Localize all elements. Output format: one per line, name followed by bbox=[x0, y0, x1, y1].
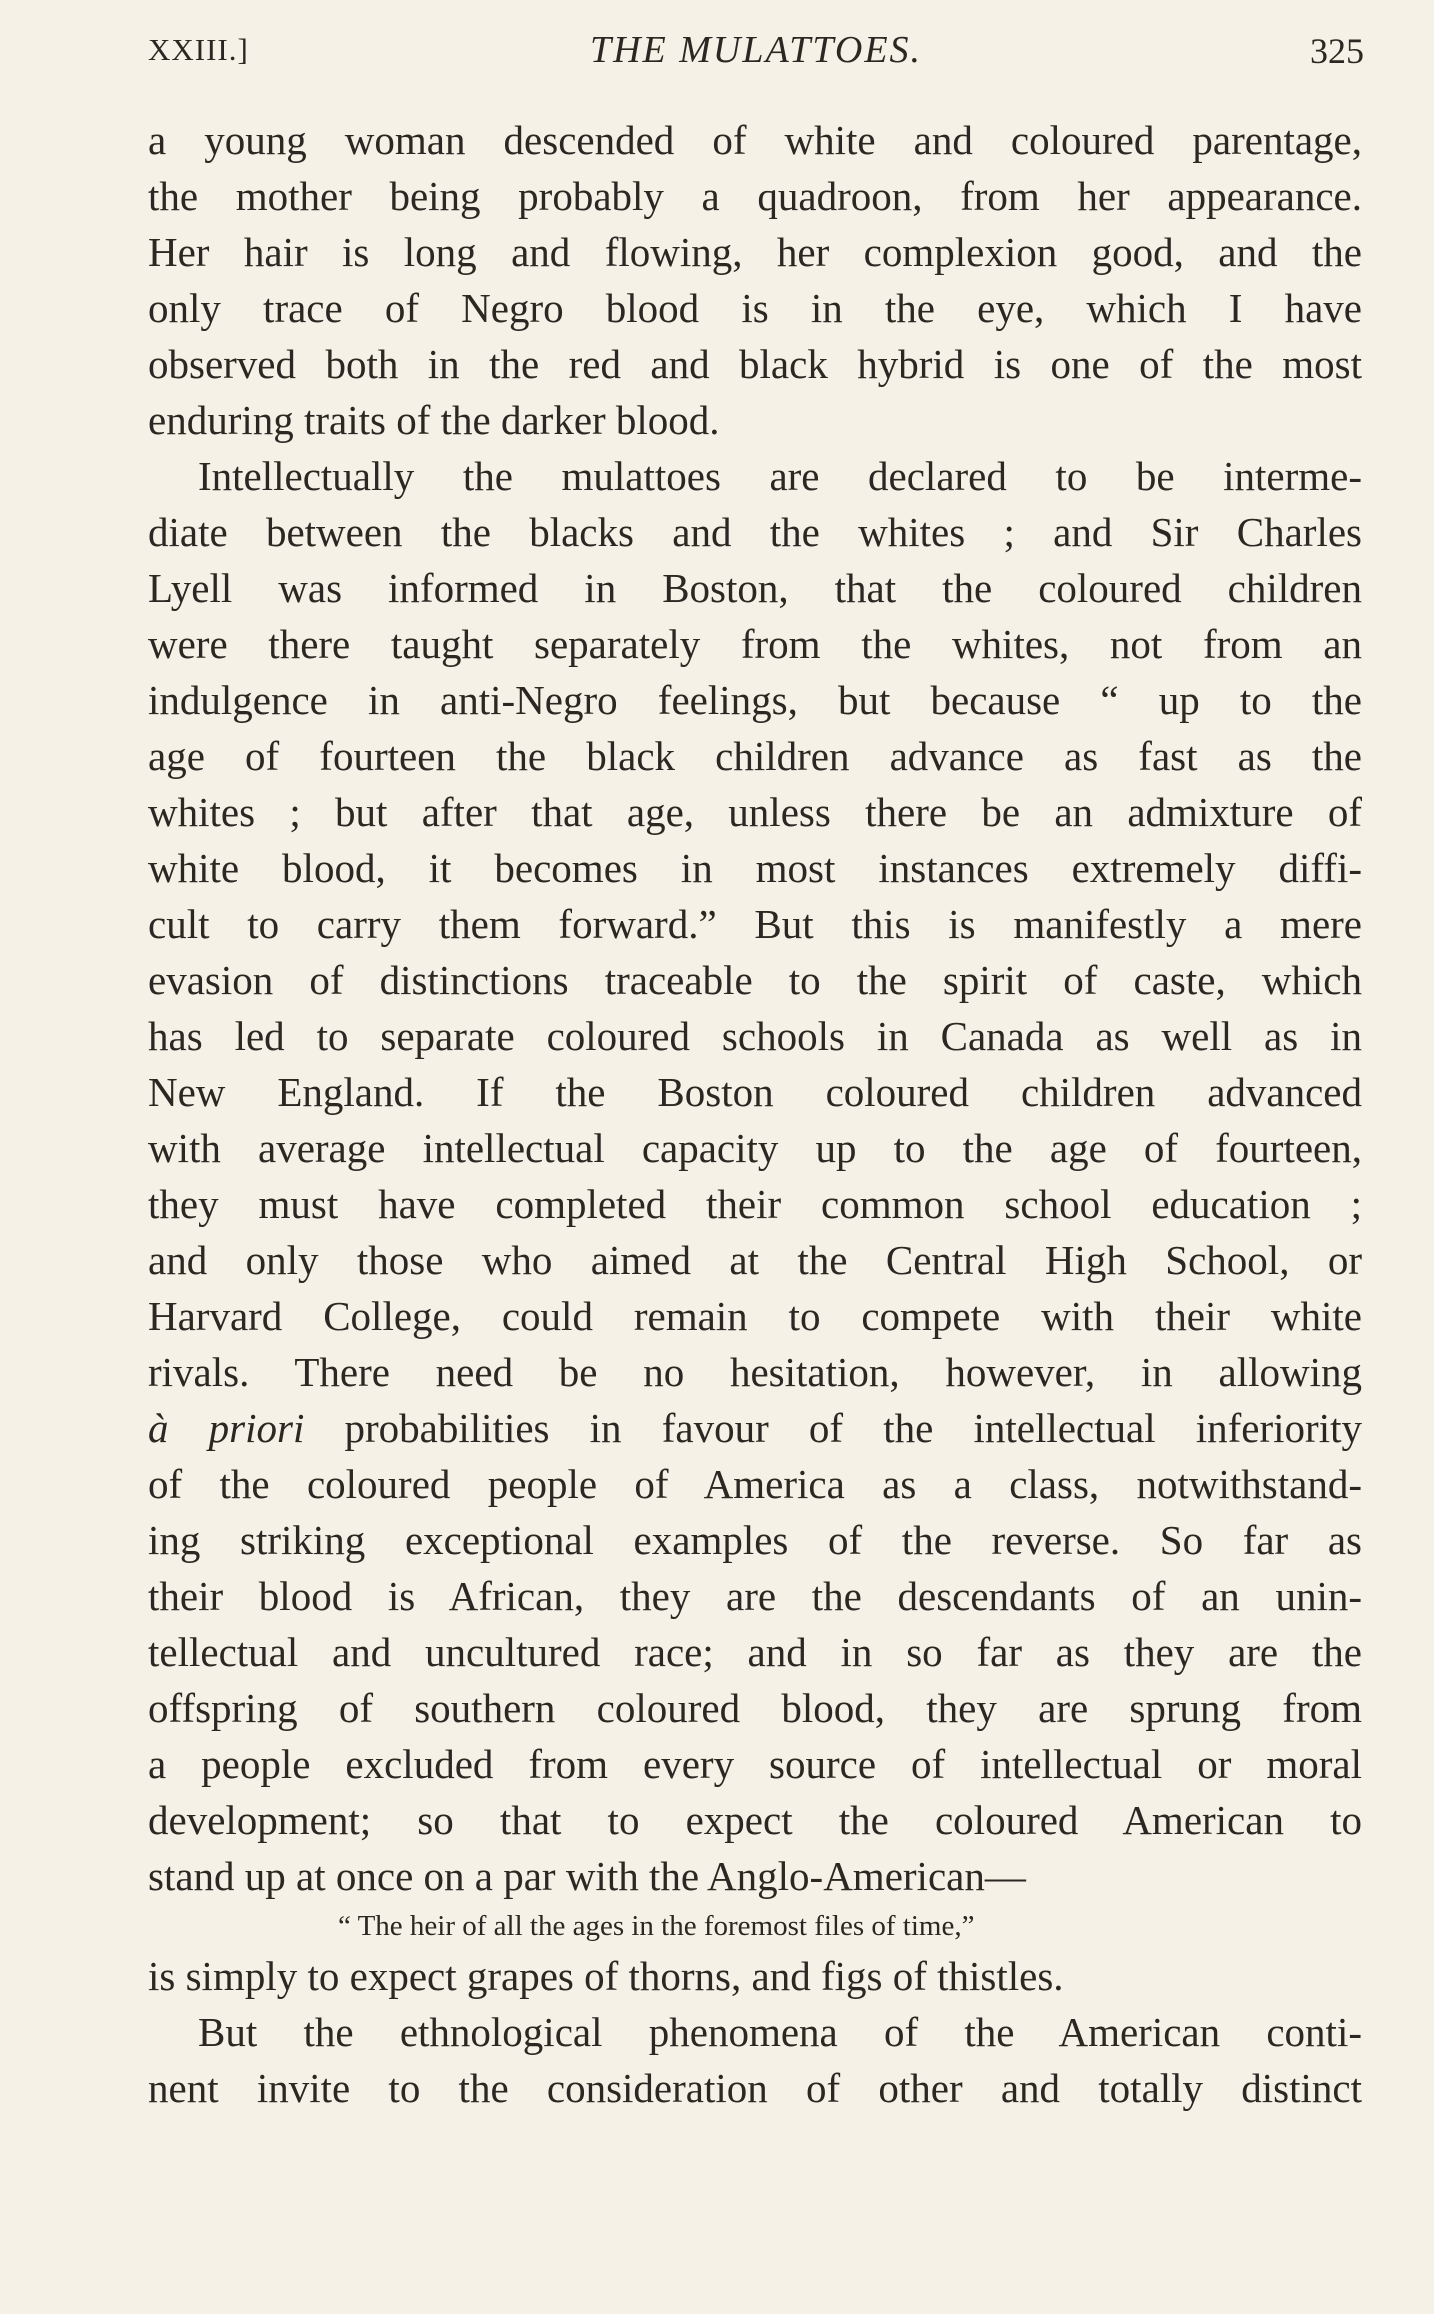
text-line: whites ; but after that age, unless there be an admixture of bbox=[148, 789, 1362, 835]
paragraph-start-line: Intellectually the mulattoes are declared to be interme- bbox=[198, 453, 1362, 499]
text-line: a people excluded from every source of intellectual or moral bbox=[148, 1741, 1362, 1787]
text-line-rest: probabilities in favour of the intellectual inferiority bbox=[344, 1405, 1362, 1451]
text-line: and only those who aimed at the Central High School, or bbox=[148, 1237, 1362, 1283]
running-title: THE MULATTOES. bbox=[589, 29, 923, 71]
text-line: observed both in the red and black hybrid is one of the most bbox=[148, 341, 1362, 387]
text-line: is simply to expect grapes of thorns, and figs of thistles. bbox=[148, 1953, 1064, 1999]
text-line: were there taught separately from the whites, not from an bbox=[148, 621, 1362, 667]
italic-phrase: à priori bbox=[148, 1405, 305, 1451]
text-line: their blood is African, they are the descendants of an unin- bbox=[148, 1573, 1362, 1619]
paragraph-start-line: But the ethnological phenomena of the American conti- bbox=[198, 2009, 1362, 2055]
page-body bbox=[148, 112, 1362, 2116]
text-line: Her hair is long and flowing, her complexion good, and the bbox=[148, 229, 1362, 275]
text-line: rivals. There need be no hesitation, however, in allowing bbox=[148, 1349, 1362, 1395]
text-line: indulgence in anti-Negro feelings, but because “ up to the bbox=[148, 677, 1362, 723]
text-line-with-italic bbox=[148, 1400, 1362, 1456]
text-line: the mother being probably a quadroon, from her appearance. bbox=[148, 173, 1362, 219]
text-line: a young woman descended of white and coloured parentage, bbox=[148, 117, 1362, 163]
text-line: with average intellectual capacity up to the age of fourteen, bbox=[148, 1125, 1362, 1171]
text-line: diate between the blacks and the whites ; and Sir Charles bbox=[148, 509, 1362, 555]
chapter-number: XXIII.] bbox=[148, 32, 249, 67]
text-line: stand up at once on a par with the Anglo-American— bbox=[148, 1853, 1026, 1899]
text-line: has led to separate coloured schools in Canada as well as in bbox=[148, 1013, 1362, 1059]
text-line: New England. If the Boston coloured children advanced bbox=[148, 1069, 1362, 1115]
text-line: Lyell was informed in Boston, that the coloured children bbox=[148, 565, 1362, 611]
text-line: of the coloured people of America as a class, notwithstand- bbox=[148, 1461, 1362, 1507]
text-line: Harvard College, could remain to compete with their white bbox=[148, 1293, 1362, 1339]
text-line: white blood, it becomes in most instances extremely diffi- bbox=[148, 845, 1362, 891]
text-line: they must have completed their common school education ; bbox=[148, 1181, 1362, 1227]
text-line: nent invite to the consideration of other and totally distinct bbox=[148, 2065, 1362, 2111]
verse-quotation: “ The heir of all the ages in the foremost files of time,” bbox=[338, 1910, 975, 1942]
text-line: offspring of southern coloured blood, they are sprung from bbox=[148, 1685, 1362, 1731]
text-line: tellectual and uncultured race; and in so far as they are the bbox=[148, 1629, 1362, 1675]
text-line: development; so that to expect the coloured American to bbox=[148, 1797, 1362, 1843]
text-line: cult to carry them forward.” But this is manifestly a mere bbox=[148, 901, 1362, 947]
running-header bbox=[148, 24, 1364, 84]
text-line: age of fourteen the black children advance as fast as the bbox=[148, 733, 1362, 779]
text-line: ing striking exceptional examples of the reverse. So far as bbox=[148, 1517, 1362, 1563]
text-line: only trace of Negro blood is in the eye, which I have bbox=[148, 285, 1362, 331]
page-number: 325 bbox=[1310, 31, 1364, 71]
text-line: evasion of distinctions traceable to the spirit of caste, which bbox=[148, 957, 1362, 1003]
text-line: enduring traits of the darker blood. bbox=[148, 397, 720, 443]
